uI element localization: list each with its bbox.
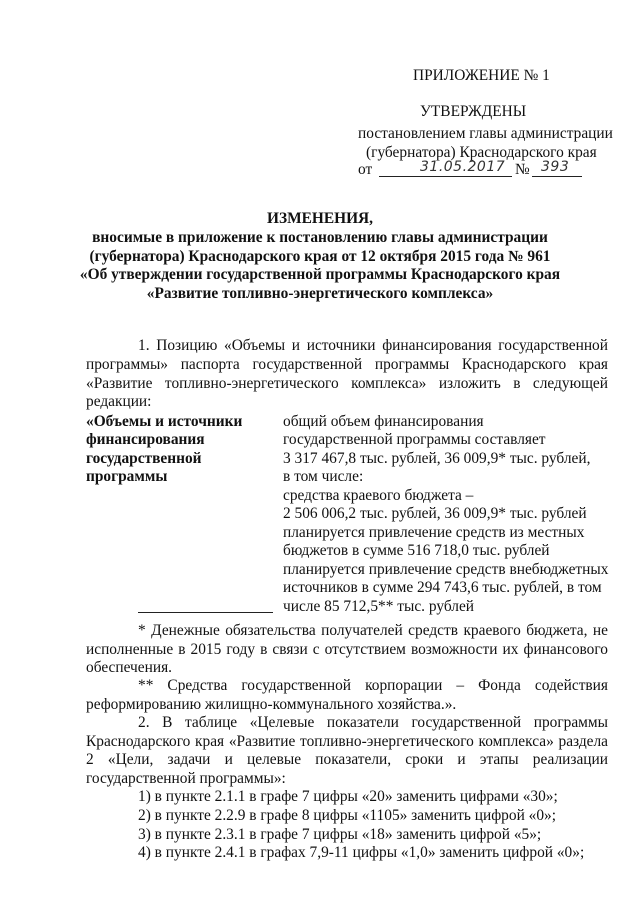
title-line-4: «Развитие топливно-энергетического комплекса» bbox=[146, 285, 494, 302]
item2-line-1: 2. В таблице «Целевые показатели государственной программы bbox=[138, 714, 608, 731]
table-right-line-2: государственной программы составляет bbox=[283, 431, 546, 448]
item2-subitem-1: 1) в пункте 2.1.1 в графе 7 цифры «20» заменить цифрами «30»; bbox=[138, 788, 558, 805]
appendix-label: ПРИЛОЖЕНИЕ № 1 bbox=[413, 67, 550, 84]
number-underline bbox=[532, 176, 582, 177]
footnote-1-line-1: * Денежные обязательства получателей средств краевого бюджета, не bbox=[138, 622, 608, 639]
footnote-1-line-2: исполненные в 2015 году в связи с отсутствием возможности их финансового bbox=[86, 641, 608, 658]
item2-subitem-2: 2) в пункте 2.2.9 в графе 8 цифры «1105» заменить цифрой «0»; bbox=[138, 807, 557, 824]
table-right-line-1: общий объем финансирования bbox=[283, 413, 484, 430]
document-heading: ИЗМЕНЕНИЯ, bbox=[266, 210, 374, 227]
item2-line-2: Краснодарского края «Развитие топливно-энергетического комплекса» раздела bbox=[86, 733, 608, 750]
handwritten-date: 31.05.2017 bbox=[420, 159, 506, 175]
table-right-line-6: 2 506 006,2 тыс. рублей, 36 009,9* тыс. рублей bbox=[283, 505, 587, 522]
item2-line-4: государственной программы»: bbox=[86, 770, 286, 787]
item2-subitem-3: 3) в пункте 2.3.1 в графе 7 цифры «18» заменить цифрой «5»; bbox=[138, 826, 542, 843]
table-left-line-3: государственной bbox=[86, 450, 202, 467]
approval-line-2: (губернатора) Краснодарского края bbox=[366, 144, 597, 161]
table-left-line-1: «Объемы и источники bbox=[86, 413, 243, 430]
item2-subitem-4: 4) в пункте 2.4.1 в графах 7,9-11 цифры «1,0» заменить цифрой «0»; bbox=[138, 844, 585, 861]
table-left-line-2: финансирования bbox=[86, 431, 205, 448]
approval-line-1: постановлением главы администрации bbox=[358, 125, 613, 142]
table-right-line-3: 3 317 467,8 тыс. рублей, 36 009,9* тыс. рублей, bbox=[283, 450, 591, 467]
approved-label: УТВЕРЖДЕНЫ bbox=[420, 103, 527, 120]
table-right-line-8: бюджетов в сумме 516 718,0 тыс. рублей bbox=[283, 542, 550, 559]
table-right-line-9: планируется привлечение средств внебюджетных bbox=[283, 561, 609, 578]
from-label: от bbox=[358, 161, 373, 178]
item2-line-3: 2 «Цели, задачи и целевые показатели, сроки и этапы реализации bbox=[86, 751, 608, 768]
date-underline bbox=[379, 176, 512, 177]
table-right-line-10: источников в сумме 294 743,6 тыс. рублей, в том bbox=[283, 579, 602, 596]
table-right-line-11: числе 85 712,5** тыс. рублей bbox=[283, 598, 475, 615]
item1-line-1: 1. Позицию «Объемы и источники финансирования государственной bbox=[138, 337, 608, 354]
table-right-line-7: планируется привлечение средств из местных bbox=[283, 524, 585, 541]
title-line-1: вносимые в приложение к постановлению главы администрации bbox=[92, 229, 548, 246]
item1-line-4: редакции: bbox=[86, 393, 152, 410]
table-right-line-5: средства краевого бюджета – bbox=[283, 487, 474, 504]
title-line-3: «Об утверждении государственной программы Краснодарского края bbox=[79, 266, 561, 283]
item1-line-2: программы» паспорта государственной программы Краснодарского края bbox=[86, 356, 608, 373]
table-right-line-4: в том числе: bbox=[283, 468, 364, 485]
footnote-2-line-1: ** Средства государственной корпорации – Фонда содействия bbox=[138, 677, 608, 694]
number-label: № bbox=[515, 161, 530, 178]
footnote-1-line-3: обеспечения. bbox=[86, 659, 173, 676]
item1-line-3: «Развитие топливно-энергетического комплекса» изложить в следующей bbox=[86, 375, 608, 392]
footnote-2-line-2: реформированию жилищно-коммунального хозяйства.». bbox=[86, 696, 457, 713]
handwritten-number: 393 bbox=[541, 159, 570, 175]
footnote-separator bbox=[138, 612, 273, 613]
title-line-2: (губернатора) Краснодарского края от 12 октября 2015 года № 961 bbox=[89, 248, 551, 265]
table-left-line-4: программы bbox=[86, 468, 168, 485]
